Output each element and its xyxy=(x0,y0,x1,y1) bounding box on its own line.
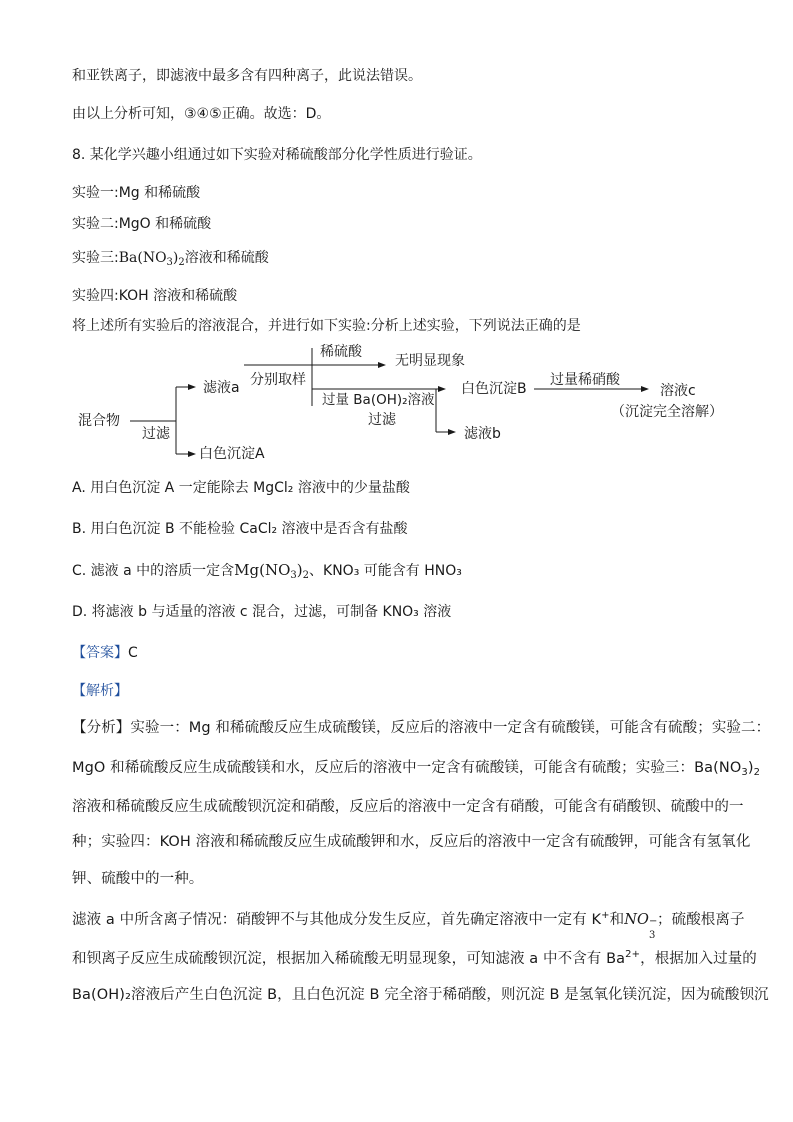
excess-hno3-label: 过量稀硝酸 xyxy=(550,372,620,388)
answer-value: C xyxy=(128,645,138,661)
option-c-formula xyxy=(234,561,309,579)
option-c-prefix: C. 滤液 a 中的溶质一定含 xyxy=(72,563,235,579)
fully-dissolved-label: （沉淀完全溶解） xyxy=(611,404,723,420)
answer-line xyxy=(72,643,138,663)
analysis-p1-line4: 种；实验四：KOH 溶液和稀硫酸反应生成硫酸钾和水，反应后的溶液中一定含有硫酸钾，可能含有氢氧化 xyxy=(72,834,751,850)
no-phenomenon-label: 无明显现象 xyxy=(395,353,465,369)
option-a: A. 用白色沉淀 A 一定能除去 MgCl₂ 溶液中的少量盐酸 xyxy=(72,480,410,496)
experiment-3-suffix: 溶液和稀硫酸 xyxy=(184,250,269,266)
analysis-p1-line5: 钾、硫酸中的一种。 xyxy=(72,871,204,887)
solution-c-label: 溶液c xyxy=(660,383,696,399)
filter2-label: 过滤 xyxy=(368,412,396,428)
excess-baoh2-label: 过量 Ba(OH)₂溶液 xyxy=(322,392,435,408)
analysis-tag: 【解析】 xyxy=(72,683,128,699)
question-8-stem: 8. 某化学兴趣小组通过如下实验对稀硫酸部分化学性质进行验证。 xyxy=(72,147,482,163)
analysis-p2-line1 xyxy=(72,906,745,941)
answer-tag: 【答案】 xyxy=(72,645,128,661)
experiment-4: 实验四:KOH 溶液和稀硫酸 xyxy=(72,288,238,304)
ion-symbol: NO xyxy=(624,912,649,928)
ion-charge: + xyxy=(601,910,610,921)
formula-sub2: 2 xyxy=(178,257,185,268)
sample-label: 分别取样 xyxy=(250,372,306,388)
analysis-text: ，根据加入过量的 xyxy=(640,951,757,967)
analysis-text: ；硫酸根离子 xyxy=(657,912,745,928)
analysis-text: 和钡离子反应生成硫酸钡沉淀，根据加入稀硫酸无明显现象，可知滤液 a 中不含有 Ba xyxy=(72,951,626,967)
formula-sub: 3 xyxy=(290,570,297,581)
formula-sub: 3 xyxy=(741,767,748,778)
white-ppt-a-label: 白色沉淀A xyxy=(199,446,265,462)
filtrate-b-label: 滤液b xyxy=(464,426,501,442)
formula-sub2: 2 xyxy=(753,767,761,778)
ion-sub: 3 xyxy=(649,930,656,941)
analysis-p2-line3: Ba(OH)₂溶液后产生白色沉淀 B，且白色沉淀 B 完全溶于稀硝酸，则沉淀 B 是氢氧化镁沉淀，因为硫酸钡沉 xyxy=(72,987,769,1003)
formula-close: ) xyxy=(172,250,179,266)
analysis-p2-line2 xyxy=(72,945,757,969)
text-line-1: 和亚铁离子，即滤液中最多含有四种离子，此说法错误。 xyxy=(72,68,422,84)
white-ppt-b-label: 白色沉淀B xyxy=(461,381,527,397)
question-intro: 将上述所有实验后的溶液混合，并进行如下实验:分析上述实验，下列说法正确的是 xyxy=(72,318,581,334)
ion-charge: 2+ xyxy=(625,949,641,960)
analysis-p1-line1 xyxy=(72,718,770,738)
filter1-label: 过滤 xyxy=(142,426,170,442)
analysis-text: 滤液 a 中所含离子情况：硝酸钾不与其他成分发生反应，首先确定溶液中一定有 K xyxy=(72,912,602,928)
option-b: B. 用白色沉淀 B 不能检验 CaCl₂ 溶液中是否含有盐酸 xyxy=(72,521,408,537)
option-c xyxy=(72,560,462,586)
analysis-sub-tag: 【分析】 xyxy=(72,720,131,736)
formula-sub: 3 xyxy=(166,257,173,268)
text-line-2: 由以上分析可知，③④⑤正确。故选：D。 xyxy=(72,106,331,122)
formula-close: ) xyxy=(296,561,303,579)
analysis-text: MgO 和稀硫酸反应生成硫酸镁和水，反应后的溶液中一定含有硫酸镁，可能含有硫酸；实验三：Ba(NO xyxy=(72,760,742,776)
option-d: D. 将滤液 b 与适量的溶液 c 混合，过滤，可制备 KNO₃ 溶液 xyxy=(72,604,452,620)
experiment-1: 实验一:Mg 和稀硫酸 xyxy=(72,185,201,201)
formula-sub2: 2 xyxy=(302,570,310,581)
nitrate-ion xyxy=(624,912,658,941)
analysis-text: 和 xyxy=(609,912,625,928)
flow-diagram xyxy=(72,340,732,470)
experiment-3 xyxy=(72,248,269,273)
formula-close: ) xyxy=(747,760,754,776)
experiment-3-prefix: 实验三: xyxy=(72,250,119,266)
analysis-p1-line2 xyxy=(72,758,760,783)
formula-part: Ba(NO xyxy=(118,250,167,266)
experiment-2: 实验二:MgO 和稀硫酸 xyxy=(72,216,212,232)
dilute-h2so4-label: 稀硫酸 xyxy=(320,344,362,360)
analysis-text: 实验一：Mg 和稀硫酸反应生成硫酸镁，反应后的溶液中一定含有硫酸镁，可能含有硫酸；实验二： xyxy=(130,720,771,736)
option-c-suffix: 、KNO₃ 可能含有 HNO₃ xyxy=(309,563,462,579)
mixture-label: 混合物 xyxy=(78,413,120,429)
ion-charge: − xyxy=(649,916,658,927)
analysis-p1-line3: 溶液和稀硫酸反应生成硫酸钡沉淀和硝酸，反应后的溶液中一定含有硝酸，可能含有硝酸钡、硫酸中的一 xyxy=(72,799,744,815)
formula-part: Mg(NO xyxy=(234,561,291,579)
filtrate-a-label: 滤液a xyxy=(203,380,240,396)
experiment-3-formula xyxy=(119,250,185,266)
